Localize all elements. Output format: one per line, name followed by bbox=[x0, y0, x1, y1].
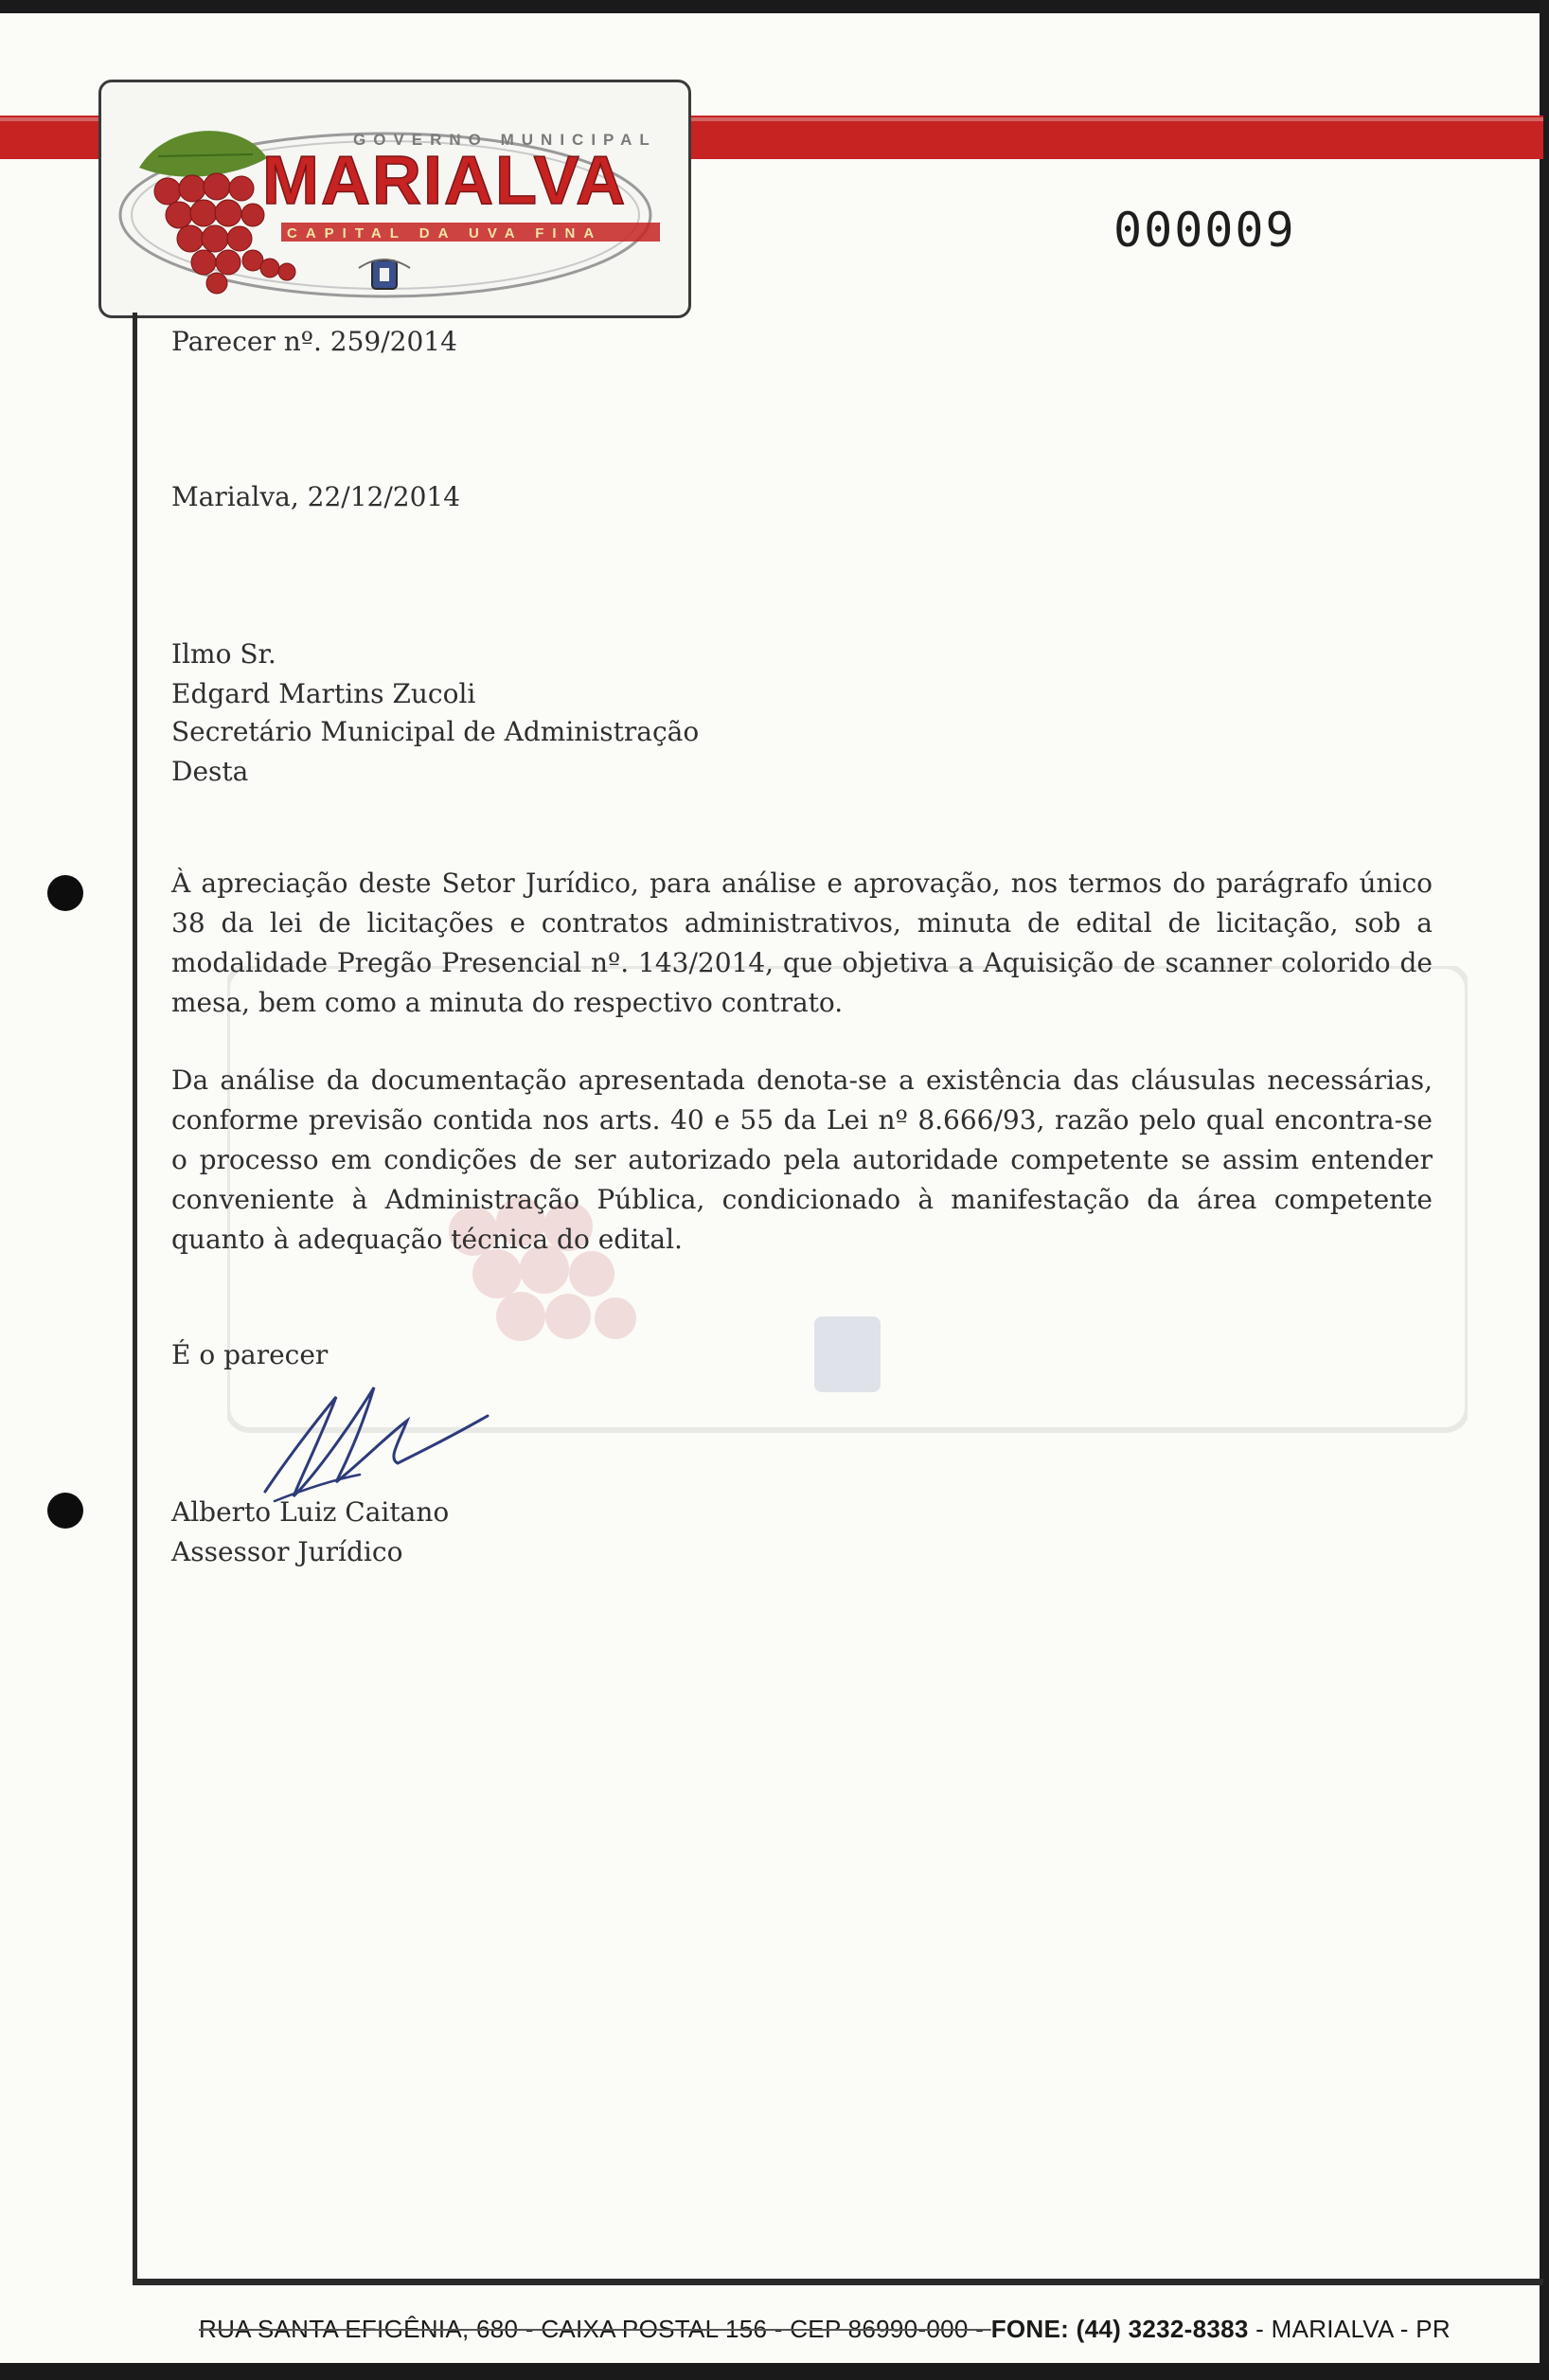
logo-top-text: GOVERNO MUNICIPAL bbox=[353, 131, 657, 149]
scan-edge-right bbox=[1540, 0, 1549, 2380]
logo-graphic bbox=[101, 82, 688, 315]
footer-phone: FONE: (44) 3232-8383 bbox=[990, 2315, 1249, 2343]
recipient-location: Desta bbox=[171, 756, 249, 787]
footer-street: RUA SANTA EFIGÊNIA, 680 - CAIXA POSTAL 156 - CEP 86990-000 - bbox=[199, 2315, 991, 2343]
recipient-salutation: Ilmo Sr. bbox=[171, 638, 276, 670]
punch-hole-top bbox=[47, 875, 83, 911]
left-margin-line bbox=[133, 313, 137, 2282]
logo-tagline: CAPITAL DA UVA FINA bbox=[287, 225, 603, 242]
scan-edge-top bbox=[0, 0, 1549, 13]
municipal-logo bbox=[98, 80, 691, 318]
recipient-title: Secretário Municipal de Administração bbox=[171, 716, 700, 747]
recipient-name: Edgard Martins Zucoli bbox=[171, 678, 476, 709]
leaf-icon bbox=[139, 131, 267, 176]
footer-city: - MARIALVA - PR bbox=[1248, 2315, 1451, 2343]
footer-rule bbox=[133, 2279, 1543, 2285]
body-paragraph-2: Da análise da documentação apresentada denota-se a existência das cláusulas necessárias, conforme previsão contida nos arts. 40 e 55 da Lei nº 8.666/93, razão pelo qual encontra-se o processo em condições de ser autorizado pela autoridade competente se assim entender conveniente à Administração Pública, condicionado à manifestação da área competente quanto à adequação técnica do edital. bbox=[171, 1065, 1433, 1255]
scan-edge-bottom bbox=[0, 2363, 1549, 2380]
place-date: Marialva, 22/12/2014 bbox=[171, 481, 461, 512]
body-paragraph-1: À apreciação deste Setor Jurídico, para análise e aprovação, nos termos do parágrafo único 38 da lei de licitações e contratos administrativos, minuta de edital de licitação, sob a modalidade Pregão Presencial nº. 143/2014, que objetiva a Aquisição de scanner colorido de mesa, bem como a minuta do respectivo contrato. bbox=[171, 868, 1433, 1018]
coat-of-arms-icon bbox=[359, 259, 410, 289]
handwritten-signature bbox=[246, 1369, 492, 1511]
signatory-name: Alberto Luiz Caitano bbox=[171, 1496, 450, 1528]
punch-hole-bottom bbox=[47, 1493, 83, 1529]
parecer-number: Parecer nº. 259/2014 bbox=[171, 326, 457, 357]
signatory-role: Assessor Jurídico bbox=[171, 1536, 403, 1567]
logo-name: MARIALVA bbox=[262, 143, 628, 219]
document-number: 000009 bbox=[1113, 203, 1296, 258]
footer-address bbox=[199, 2315, 1487, 2344]
closing-text: É o parecer bbox=[171, 1339, 329, 1370]
